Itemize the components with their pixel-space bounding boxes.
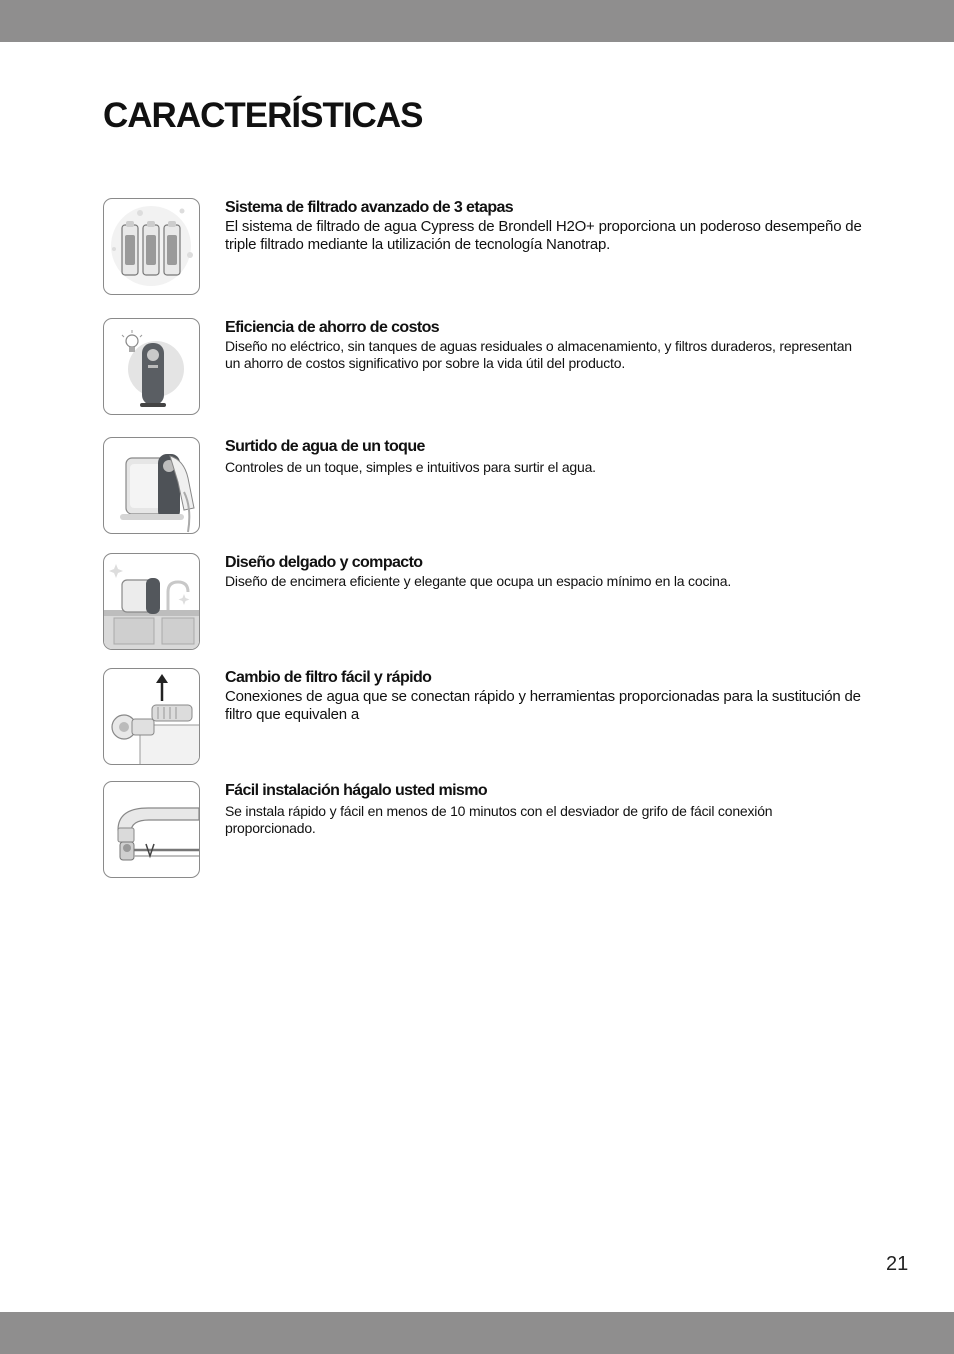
page-number: 21	[886, 1253, 909, 1275]
countertop-unit-icon	[103, 553, 200, 650]
page-title: CARACTERÍSTICAS	[103, 96, 423, 135]
feature-heading: Cambio de filtro fácil y rápido	[225, 669, 432, 686]
three-filter-cartridges-icon	[103, 198, 200, 295]
bottom-band	[0, 1312, 954, 1354]
feature-heading: Diseño delgado y compacto	[225, 554, 423, 571]
feature-description: Controles de un toque, simples e intuitivos para surtir el agua.	[225, 459, 596, 475]
feature-description: Diseño no eléctrico, sin tanques de aguas residuales o almacenamiento, y filtros duraderos, representan un ahorro de costos significativo por sobre la vida útil del producto.	[225, 338, 852, 371]
feature-description: Conexiones de agua que se conectan rápido y herramientas proporcionadas para la sustitución de filtro que equivalen a	[225, 688, 861, 723]
feature-description: Se instala rápido y fácil en menos de 10 minutos con el desviador de grifo de fácil conexión proporcionado.	[225, 803, 773, 836]
lightbulb-dispenser-icon	[103, 318, 200, 415]
feature-description: El sistema de filtrado de agua Cypress de Brondell H2O+ proporciona un poderoso desempeño de triple filtrado mediante la utilización de tecnología Nanotrap.	[225, 218, 862, 253]
feature-description: Diseño de encimera eficiente y elegante que ocupa un espacio mínimo en la cocina.	[225, 573, 732, 589]
one-touch-dispense-icon	[103, 437, 200, 534]
faucet-diverter-icon	[103, 781, 200, 878]
feature-heading: Fácil instalación hágalo usted mismo	[225, 782, 488, 799]
top-band	[0, 0, 954, 42]
filter-change-icon	[103, 668, 200, 765]
feature-heading: Surtido de agua de un toque	[225, 438, 425, 455]
feature-heading: Sistema de filtrado avanzado de 3 etapas	[225, 199, 514, 216]
feature-heading: Eficiencia de ahorro de costos	[225, 319, 440, 336]
